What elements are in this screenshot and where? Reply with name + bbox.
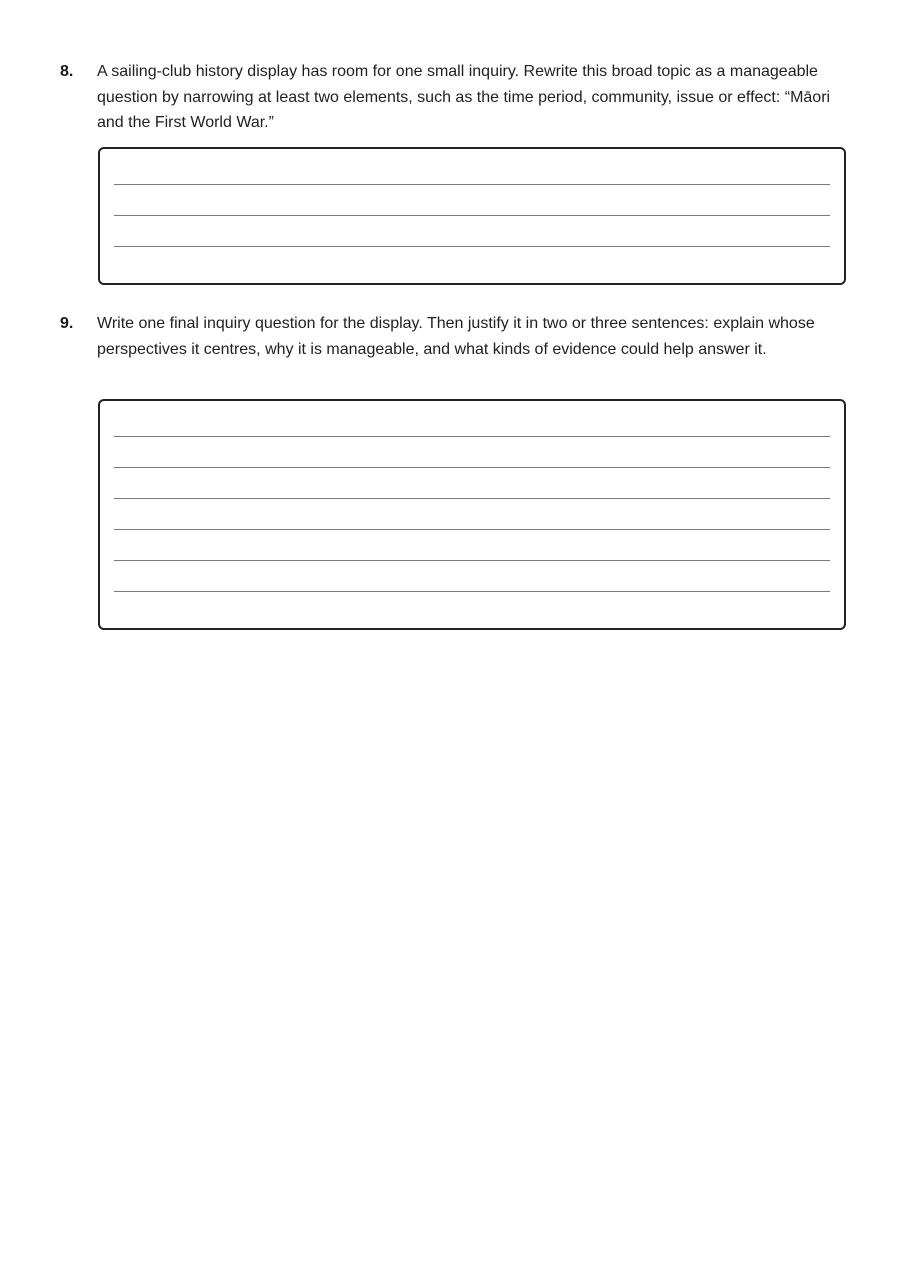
answer-line — [114, 467, 830, 468]
answer-box-8[interactable] — [98, 147, 846, 285]
question-text: Write one final inquiry question for the display. Then justify it in two or three sentences: explain whose perspectives it centres, why it is manageable, and what kinds of evidence could help answer it. — [97, 315, 815, 358]
answer-box-9[interactable] — [98, 399, 846, 630]
answer-line — [114, 498, 830, 499]
question-text: A sailing-club history display has room for one small inquiry. Rewrite this broad topic as a manageable question by narrowing at least two elements, such as the time period, community, issue or effect: “Māori and the First World War.” — [97, 63, 831, 131]
answer-line — [114, 591, 830, 592]
answer-line — [114, 560, 830, 561]
answer-line — [114, 215, 830, 216]
question-number: 9. — [60, 315, 74, 332]
answer-line — [114, 246, 830, 247]
answer-line — [114, 436, 830, 437]
question-number: 8. — [60, 63, 74, 80]
answer-line — [114, 184, 830, 185]
answer-line — [114, 529, 830, 530]
